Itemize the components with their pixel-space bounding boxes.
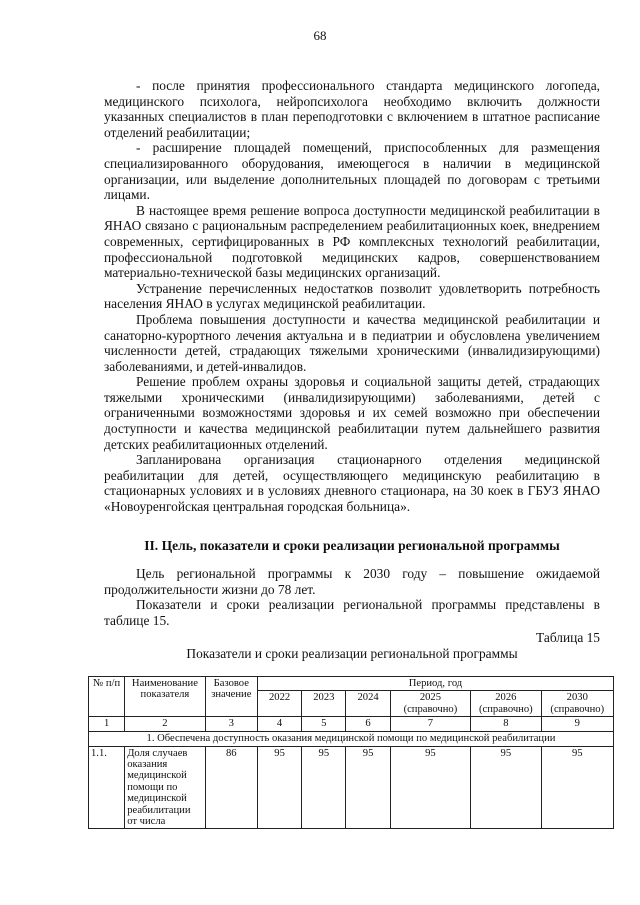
header-year: 2026 (справочно) <box>471 691 541 717</box>
column-number: 5 <box>302 717 346 732</box>
paragraph: Проблема повышения доступности и качества медицинской реабилитации и санаторно-курортного лечения актуальна и в педиатрии и обусловлена увеличением численности детей, страдающих тяжелыми хроническими (инвалидизирующими) заболеваниями, и детей-инвалидов. <box>104 311 600 374</box>
column-number: 1 <box>89 717 125 732</box>
column-number: 9 <box>541 717 613 732</box>
section-heading: II. Цель, показатели и сроки реализации региональной программы <box>144 538 560 553</box>
row-value: 95 <box>302 746 346 829</box>
header-year: 2023 <box>302 691 346 717</box>
row-num: 1.1. <box>89 746 125 829</box>
row-base: 86 <box>205 746 257 829</box>
header-year: 2024 <box>346 691 390 717</box>
paragraph: Устранение перечисленных недостатков позволит удовлетворить потребность населения ЯНАО в услугах медицинской реабилитации. <box>104 280 600 312</box>
table-header-row <box>89 677 614 691</box>
indicators-table <box>88 676 614 829</box>
paragraph: В настоящее время решение вопроса доступности медицинской реабилитации в ЯНАО связано с рациональным распределением реабилитационных коек, внедрением современных, сертифицированных в РФ комплексных технологий реабилитации, профессиональной подготовкой медицинских кадров, совершенствованием материально-технической базы медицинских организаций. <box>104 202 600 281</box>
page-number: 68 <box>313 28 327 43</box>
paragraph: Запланирована организация стационарного отделения медицинской реабилитации для детей, осуществляющего медицинскую реабилитацию в стационарных условиях и в условиях дневного стационара, на 30 коек в ГБУЗ ЯНАО «Новоуренгойская центральная городская больница». <box>104 452 600 515</box>
row-value: 95 <box>541 746 613 829</box>
column-number: 4 <box>257 717 301 732</box>
header-year: 2022 <box>257 691 301 717</box>
column-number: 2 <box>125 717 205 732</box>
column-number: 7 <box>390 717 470 732</box>
section-row-label: 1. Обеспечена доступность оказания медицинской помощи по медицинской реабилитации <box>89 732 614 746</box>
table-title: Показатели и сроки реализации региональной программы <box>186 646 518 661</box>
table-label: Таблица 15 <box>536 630 600 645</box>
column-number: 8 <box>471 717 541 732</box>
header-period: Период, год <box>257 677 613 691</box>
row-name: Доля случаев оказания медицинской помощи по медицинской реабилитации от числа <box>125 746 205 829</box>
header-name: Наименование показателя <box>125 677 205 717</box>
table-row <box>89 746 614 829</box>
header-base: Базовое значение <box>205 677 257 717</box>
column-number: 6 <box>346 717 390 732</box>
row-value: 95 <box>390 746 470 829</box>
column-number: 3 <box>205 717 257 732</box>
paragraph: Показатели и сроки реализации региональной программы представлены в таблице 15. <box>104 597 600 628</box>
column-numbers-row <box>89 717 614 732</box>
paragraph: Цель региональной программы к 2030 году – повышение ожидаемой продолжительности жизни до 78 лет. <box>104 566 600 597</box>
body-text <box>104 78 600 515</box>
header-year: 2030 (справочно) <box>541 691 613 717</box>
table-section-row <box>89 732 614 746</box>
paragraph: - после принятия профессионального стандарта медицинского логопеда, медицинского психолога, нейропсихолога необходимо включить должности указанных специалистов в план переподготовки с включением в штатное расписание отделений реабилитации; <box>104 78 600 140</box>
row-value: 95 <box>346 746 390 829</box>
paragraph: - расширение площадей помещений, приспособленных для размещения специализированного оборудования, имеющегося в наличии в медицинской организации, или выделение дополнительных площадей по договорам с третьими лицами. <box>104 140 600 203</box>
header-num: № п/п <box>89 677 125 717</box>
paragraph: Решение проблем охраны здоровья и социальной защиты детей, страдающих тяжелыми хроническими (инвалидизирующими) заболеваниями, детей с ограниченными возможностями здоровья и их семей возможно при обеспечении доступности и качества медицинской реабилитации путем дальнейшего развития детских реабилитационных отделений. <box>104 374 600 452</box>
row-value: 95 <box>471 746 541 829</box>
goal-text <box>104 566 600 628</box>
row-value: 95 <box>257 746 301 829</box>
header-year: 2025 (справочно) <box>390 691 470 717</box>
